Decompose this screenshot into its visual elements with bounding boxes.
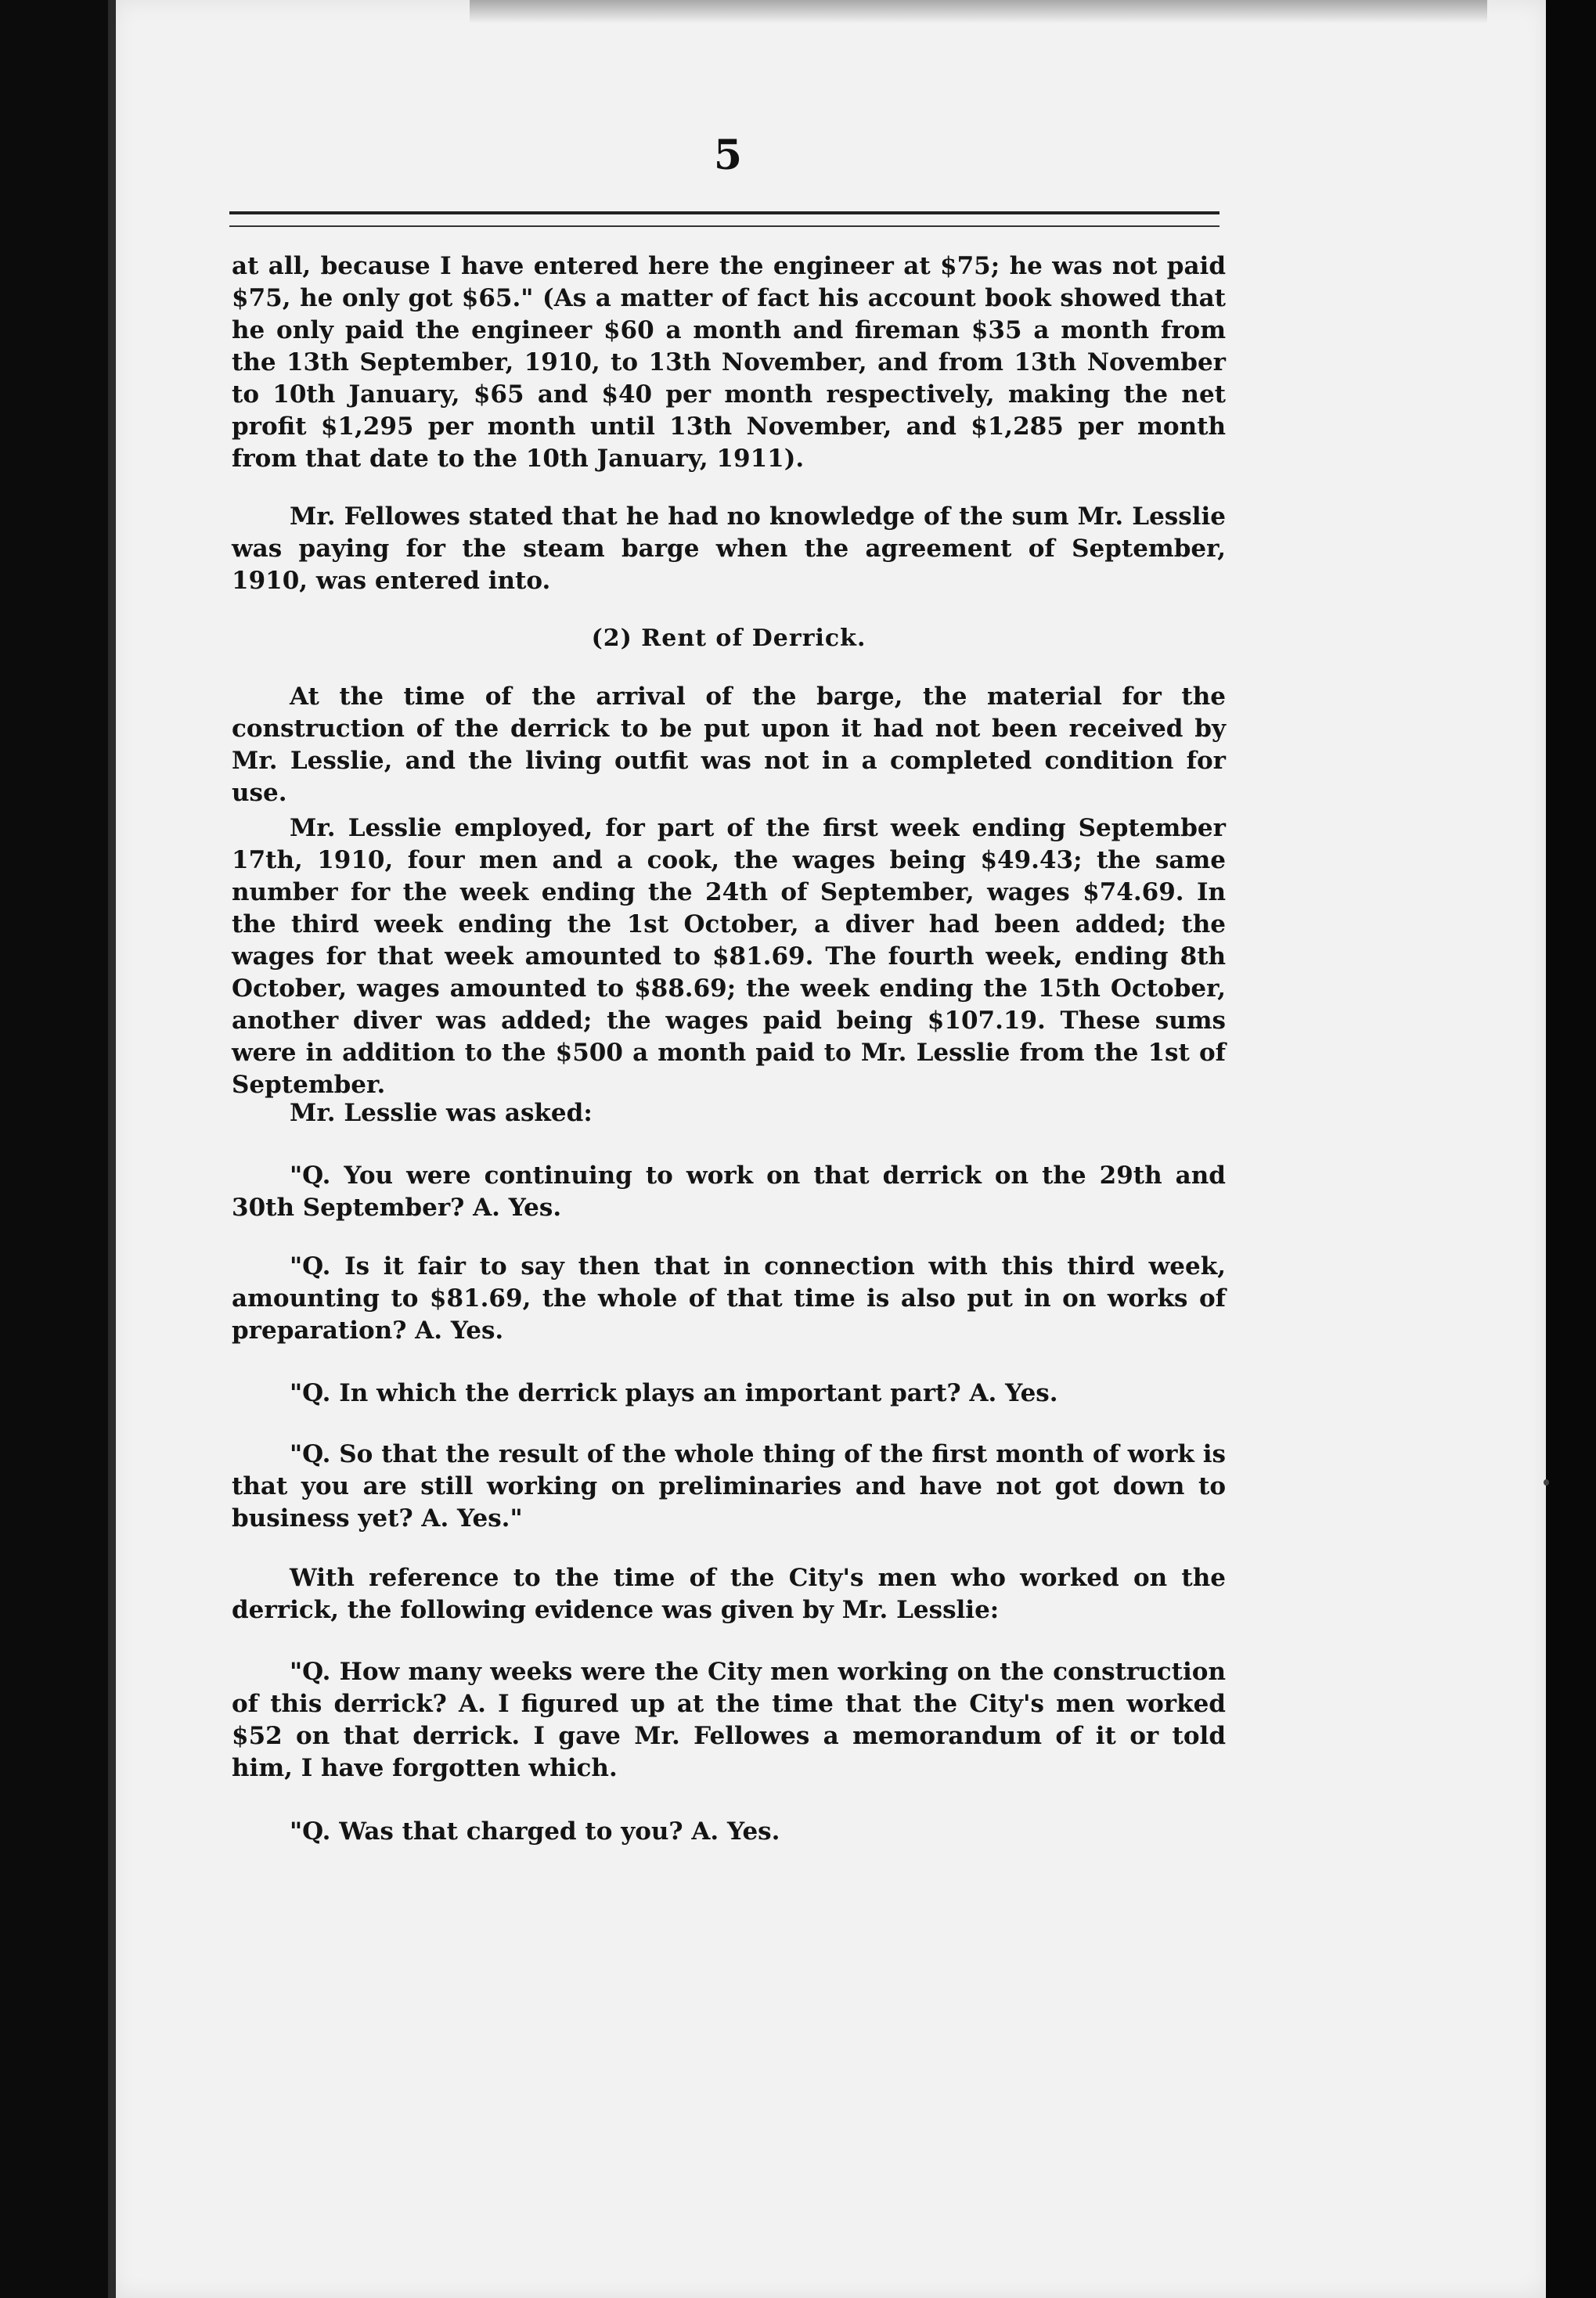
left-border-line (108, 0, 116, 2298)
question-charged: "Q. Was that charged to you? A. Yes. (290, 1817, 780, 1846)
paragraph-weekly-wages: Mr. Lesslie employed, for part of the first week ending September 17th, 1910, four men and a cook, the wages being $49.43; the same number for the week ending the 24th of September, wages $74.69. In the third week ending the 1st October, a diver had been added; the wages for that week amounted to $81.69. The fourth week, ending 8th October, wages amounted to $88.69; the week ending the 15th October, another diver was added; the wages paid being $107.19. These sums were in addition to the $500 a month paid to Mr. Lesslie from the 1st of September. (232, 814, 1226, 1099)
question-continuing-work: "Q. You were continuing to work on that derrick on the 29th and 30th September? A. Yes. (232, 1162, 1226, 1222)
paragraph-barge-arrival: At the time of the arrival of the barge, the material for the construction of the derrick to be put upon it had not been received by Mr. Lesslie, and the living outfit was not in a completed condition for use. (232, 683, 1226, 807)
paragraph-city-men-reference: With reference to the time of the City's men who worked on the derrick, the following evidence was given by Mr. Lesslie: (232, 1564, 1226, 1624)
header-double-rule (229, 211, 1220, 227)
question-derrick-important: "Q. In which the derrick plays an important part? A. Yes. (290, 1379, 1058, 1407)
page-number: 5 (713, 131, 743, 179)
scan-speck (1544, 1479, 1549, 1486)
section-heading-rent-of-derrick: (2) Rent of Derrick. (591, 625, 866, 652)
paragraph-fellowes-knowledge: Mr. Fellowes stated that he had no knowledge of the sum Mr. Lesslie was paying for the steam barge when the agreement of September, 1910, was entered into. (232, 502, 1226, 595)
top-scan-artifact (470, 0, 1487, 23)
question-first-month: "Q. So that the result of the whole thing of the first month of work is that you are still working on preliminaries and have not got down to business yet? A. Yes." (232, 1440, 1226, 1533)
question-third-week: "Q. Is it fair to say then that in connection with this third week, amounting to $81.69, the whole of that time is also put in on works of preparation? A. Yes. (232, 1252, 1226, 1345)
paragraph-lesslie-asked: Mr. Lesslie was asked: (290, 1099, 593, 1127)
right-dark-margin (1546, 0, 1596, 2298)
paragraph-engineer-wages: at all, because I have entered here the engineer at $75; he was not paid $75, he only got $65." (As a matter of fact his account book showed that he only paid the engineer $60 a month and fireman $35 a month from the 13th September, 1910, to 13th November, and from 13th November to 10th January, $65 and $40 per month respectively, making the net profit $1,295 per month until 13th November, and $1,285 per month from that date to the 10th January, 1911). (232, 252, 1226, 473)
question-weeks-city-men: "Q. How many weeks were the City men working on the construction of this derrick? A. I figured up at the time that the City's men worked $52 on that derrick. I gave Mr. Fellowes a memorandum of it or told him, I have forgotten which. (232, 1658, 1226, 1782)
